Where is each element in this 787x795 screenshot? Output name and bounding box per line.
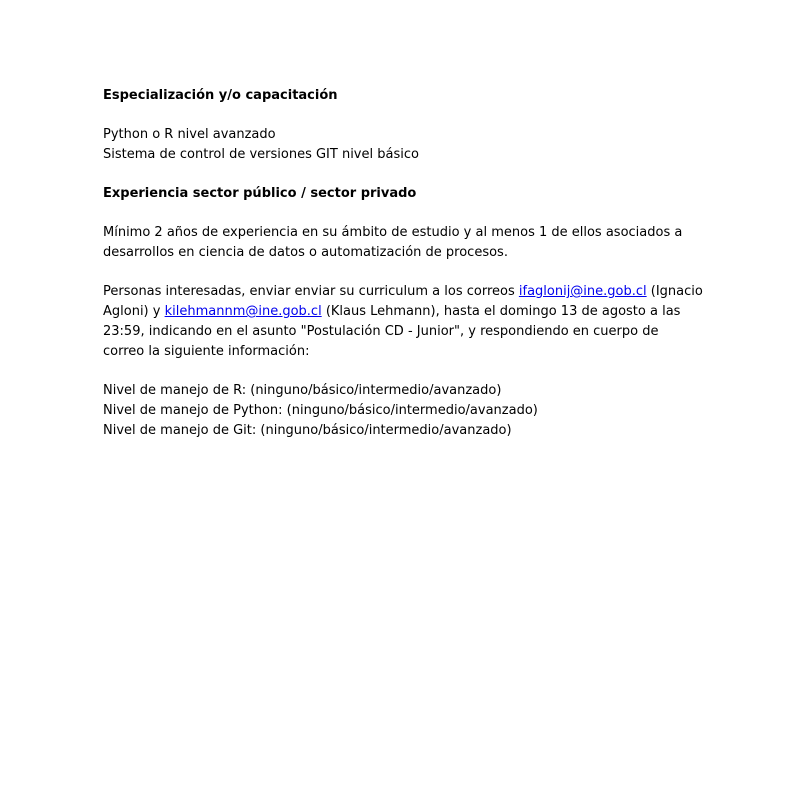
email-link-ifaglonij[interactable]: ifaglonij@ine.gob.cl [518,284,647,299]
application-text-middle: (Ignacio Agloni) y [103,284,703,319]
experience-paragraph-line-2: desarrollos en ciencia de datos o automatización de procesos. [103,245,508,260]
application-paragraph [103,282,703,362]
spacer [103,263,703,282]
spacer [103,165,703,184]
document-page [103,86,703,441]
specialization-heading: Especialización y/o capacitación [103,88,338,103]
specialization-line-git: Sistema de control de versiones GIT nivel básico [103,147,419,162]
requirement-line-git: Nivel de manejo de Git: (ninguno/básico/intermedio/avanzado) [103,423,512,438]
experience-paragraph-line-1: Mínimo 2 años de experiencia en su ámbito de estudio y al menos 1 de ellos asociados a [103,225,683,240]
specialization-line-python: Python o R nivel avanzado [103,127,276,142]
experience-heading: Experiencia sector público / sector privado [103,186,417,201]
experience-paragraph [103,223,703,263]
spacer [103,106,703,125]
spacer [103,362,703,381]
application-text-end: (Klaus Lehmann), hasta el domingo 13 de agosto a las 23:59, indicando en el asunto "Postulación CD - Junior", y respondiendo en cuerpo de correo la siguiente información: [103,304,681,359]
application-text-intro: Personas interesadas, enviar enviar su curriculum a los correos [103,284,519,299]
email-link-kilehmannm[interactable]: kilehmannm@ine.gob.cl [164,304,322,319]
requirement-line-r: Nivel de manejo de R: (ninguno/básico/intermedio/avanzado) [103,383,502,398]
requirement-line-python: Nivel de manejo de Python: (ninguno/básico/intermedio/avanzado) [103,403,538,418]
spacer [103,204,703,223]
